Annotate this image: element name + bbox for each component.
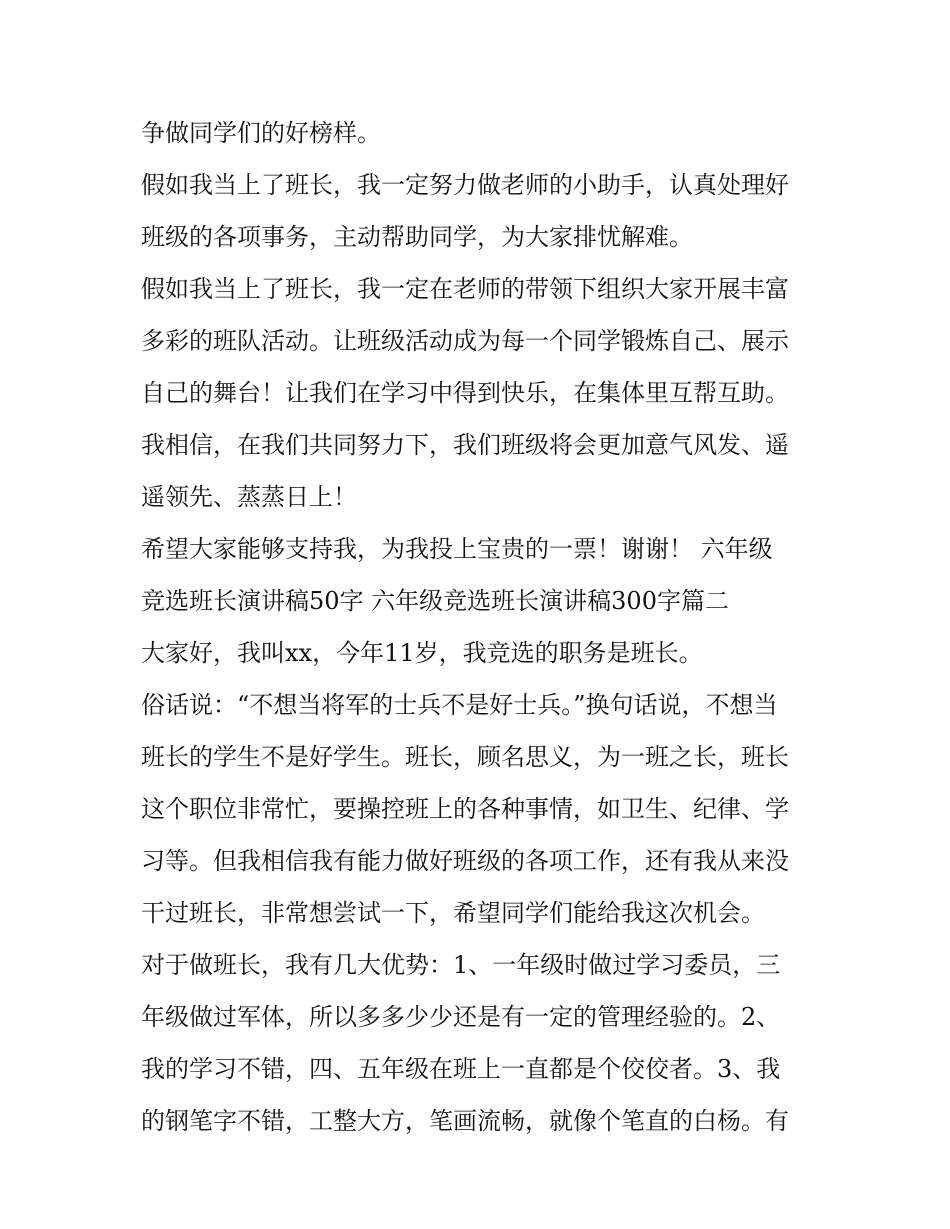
text-line: 自己的舞台！让我们在学习中得到快乐，在集体里互帮互助。 bbox=[141, 379, 789, 407]
text-line: 我相信，在我们共同努力下，我们班级将会更加意气风发、遥 bbox=[141, 431, 789, 459]
text-line: 俗话说：“不想当将军的士兵不是好士兵。”换句话说，不想当 bbox=[141, 691, 778, 719]
text-line: 假如我当上了班长，我一定在老师的带领下组织大家开展丰富 bbox=[141, 275, 789, 303]
body-text bbox=[141, 107, 821, 1147]
text-line: 争做同学们的好榜样。 bbox=[141, 119, 381, 147]
text-line: 我的学习不错，四、五年级在班上一直都是个佼佼者。3、我 bbox=[141, 1055, 781, 1083]
text-line: 习等。但我相信我有能力做好班级的各项工作，还有我从来没 bbox=[141, 847, 789, 875]
text-line: 年级做过军体，所以多多少少还是有一定的管理经验的。2、 bbox=[141, 1003, 781, 1031]
text-line: 希望大家能够支持我，为我投上宝贵的一票！谢谢！ 六年级 bbox=[141, 535, 773, 563]
text-line: 对于做班长，我有几大优势：1、一年级时做过学习委员，三 bbox=[141, 951, 781, 979]
text-line: 班级的各项事务，主动帮助同学，为大家排忧解难。 bbox=[141, 223, 693, 251]
text-line: 假如我当上了班长，我一定努力做老师的小助手，认真处理好 bbox=[141, 171, 789, 199]
text-line: 这个职位非常忙，要操控班上的各种事情，如卫生、纪律、学 bbox=[141, 795, 789, 823]
text-line: 竞选班长演讲稿50字 六年级竞选班长演讲稿300字篇二 bbox=[141, 587, 729, 615]
text-line: 多彩的班队活动。让班级活动成为每一个同学锻炼自己、展示 bbox=[141, 327, 789, 355]
text-line: 干过班长，非常想尝试一下，希望同学们能给我这次机会。 bbox=[141, 899, 765, 927]
text-line: 班长的学生不是好学生。班长，顾名思义，为一班之长，班长 bbox=[141, 743, 789, 771]
text-line: 遥领先、蒸蒸日上！ bbox=[141, 483, 357, 511]
text-line: 大家好，我叫xx，今年11岁，我竞选的职务是班长。 bbox=[141, 639, 703, 667]
text-line: 的钢笔字不错，工整大方，笔画流畅，就像个笔直的白杨。有 bbox=[141, 1107, 789, 1135]
